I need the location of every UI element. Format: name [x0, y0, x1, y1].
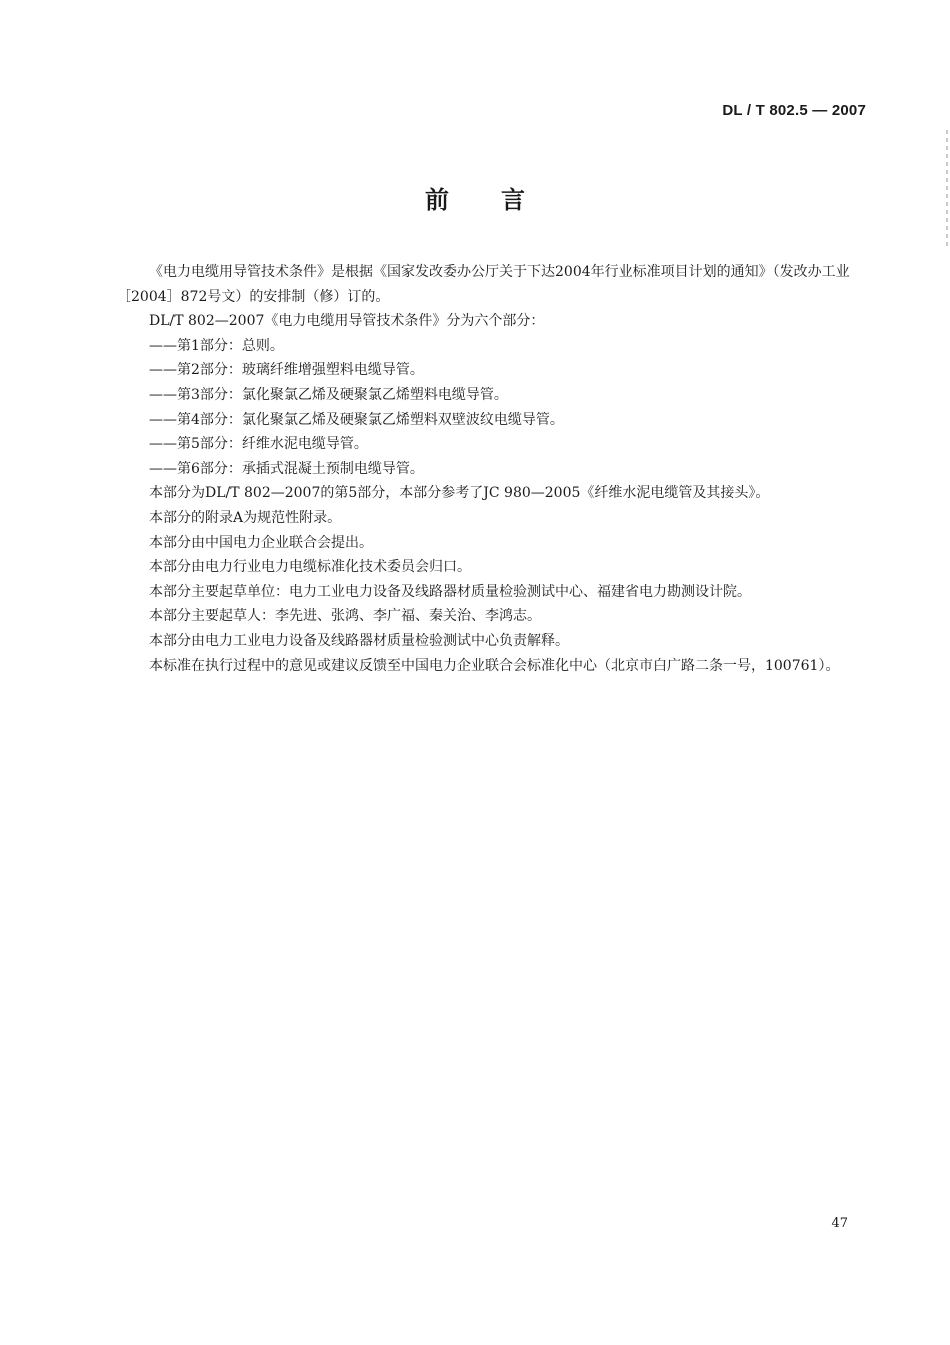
- list-item-part-2: ——第2部分：玻璃纤维增强塑料电缆导管。: [149, 362, 424, 379]
- list-item-part-1: ——第1部分：总则。: [149, 337, 284, 354]
- paragraph-drafters: 本部分主要起草人：李先进、张鸿、李广福、秦关治、李鸿志。: [149, 608, 541, 625]
- page-number: 47: [831, 1216, 848, 1231]
- paragraph-committee: 本部分由电力行业电力电缆标准化技术委员会归口。: [149, 559, 471, 576]
- paragraph-intro: 《电力电缆用导管技术条件》是根据《国家发改委办公厅关于下达2004年行业标准项目计划的通知》（发改办工业［2004］872号文）的安排制（修）订的。: [117, 264, 850, 305]
- paragraph-feedback: 本标准在执行过程中的意见或建议反馈至中国电力企业联合会标准化中心（北京市白广路二条一号，100761）。: [149, 657, 840, 674]
- paragraph-drafting-units: 本部分主要起草单位：电力工业电力设备及线路器材质量检验测试中心、福建省电力勘测设计院。: [149, 583, 751, 600]
- paragraph-reference: 本部分为DL/T 802—2007的第5部分，本部分参考了JC 980—2005《纤维水泥电缆管及其接头》。: [149, 485, 770, 502]
- list-item-part-4: ——第4部分：氯化聚氯乙烯及硬聚氯乙烯塑料双壁波纹电缆导管。: [149, 411, 564, 428]
- paragraph-proposer: 本部分由中国电力企业联合会提出。: [149, 534, 373, 551]
- list-item-part-6: ——第6部分：承插式混凝土预制电缆导管。: [149, 460, 424, 477]
- document-body: [117, 260, 873, 678]
- scan-edge-mark: [946, 130, 948, 250]
- paragraph-parts-overview: DL/T 802—2007《电力电缆用导管技术条件》分为六个部分：: [149, 313, 545, 330]
- paragraph-interpretation: 本部分由电力工业电力设备及线路器材质量检验测试中心负责解释。: [149, 632, 569, 649]
- page-title: 前言: [425, 186, 577, 214]
- list-item-part-5: ——第5部分：纤维水泥电缆导管。: [149, 436, 368, 453]
- paragraph-appendix: 本部分的附录A为规范性附录。: [149, 509, 342, 526]
- list-item-part-3: ——第3部分：氯化聚氯乙烯及硬聚氯乙烯塑料电缆导管。: [149, 386, 508, 403]
- document-code: DL / T 802.5 — 2007: [722, 102, 866, 119]
